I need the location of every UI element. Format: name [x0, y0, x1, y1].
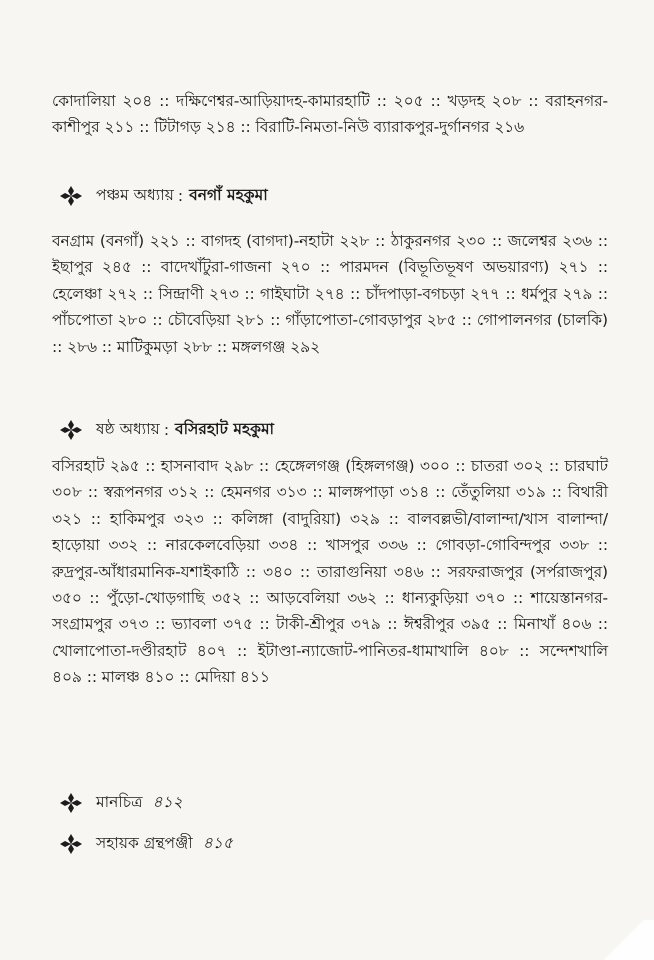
chapter6-body: বসিরহাট ২৯৫ :: হাসনাবাদ ২৯৮ :: হেঙ্গেলগঞ্জ (হিঙ্গলগঞ্জ) ৩০০ :: চাতরা ৩০২ :: চারঘাট ৩০৮ :: স্বরূপনগর ৩১২ :: হেমনগর ৩১৩ :: মালঙ্গপাড়া ৩১৪ :: তেঁতুলিয়া ৩১৯ :: বিথারী ৩২১ :: হাকিমপুর ৩২৩ :: কলিঙ্গা (বাদুরিয়া) ৩২৯ :: বালবল্লভী/বালান্দা/খাস বালান্দা/হাড়োয়া ৩৩২ :: নারকেলবেড়িয়া ৩৩৪ :: খাসপুর ৩৩৬ :: গোবড়া-গোবিন্দপুর ৩৩৮ :: রুদ্রপুর-আঁধারমানিক-যশাইকাঠি :: ৩৪০ :: তারাগুনিয়া ৩৪৬ :: সরফরাজপুর (সর্পরাজপুর) ৩৫০ :: পুঁড়ো-খোড়গাছি ৩৫২ :: আড়বেলিয়া ৩৬২ :: ধান্যকুড়িয়া ৩৭০ :: শায়েস্তানগর- সংগ্রামপুর ৩৭৩ :: ভ্যাবলা ৩৭৫ :: টাকী-শ্রীপুর ৩৭৯ :: ঈশ্বরীপুর ৩৯৫ :: মিনাখাঁ ৪০৬ :: খোলাপোতা-দণ্ডীরহাট ৪০৭ :: ইটাণ্ডা-ন্যাজোট-পানিতর-ধামাখালি ৪০৮ :: সন্দেশখালি ৪০৯ :: মালঞ্চ ৪১০ :: মেদিয়া ৪১১ [52, 457, 608, 687]
chapter5-title: বনগাঁ মহকুমা [189, 186, 268, 204]
ornament-bullet-icon [58, 833, 86, 855]
chapter5-label: পঞ্চম অধ্যায় [96, 186, 174, 204]
intro-paragraph: কোদালিয়া ২০৪ :: দক্ষিণেশ্বর-আড়িয়াদহ-কামারহাটি :: ২০৫ :: খড়দহ ২০৮ :: বরাহনগর-কাশীপুর ২১১ :: টিটাগড় ২১৪ :: বিরাটি-নিমতা-নিউ ব্যারাকপুর-দুর্গানগর ২১৬ [52, 92, 608, 137]
chapter6-title: বসিরহাট মহকুমা [175, 420, 275, 438]
maps-label: মানচিত্র [96, 793, 143, 811]
maps-page-number: ৪১২ [152, 793, 183, 811]
chapter6-label: ষষ্ঠ অধ্যায় [96, 420, 160, 438]
chapter5-body: বনগ্রাম (বনগাঁ) ২২১ :: বাগদহ (বাগদা)-নহাটা ২২৮ :: ঠাকুরনগর ২৩০ :: জলেশ্বর ২৩৬ :: ইছাপুর ২৪৫ :: বাদেখাঁটুরা-গাজনা ২৭০ :: পারমদন (বিভূতিভূষণ অভয়ারণ্য) ২৭১ :: হেলেঞ্চা ২৭২ :: সিন্দ্রাণী ২৭৩ :: গাইঘাটা ২৭৪ :: চাঁদপাড়া-বগচড়া ২৭৭ :: ধর্মপুর ২৭৯ :: পাঁচপোতা ২৮০ :: চৌবেড়িয়া ২৮১ :: গাঁড়াপোতা-গোবড়াপুর ২৮৫ :: গোপালনগর (চালকি) :: ২৮৬ :: মাটিকুমড়া ২৮৮ :: মঙ্গলগঞ্জ ২৯২ [52, 232, 608, 356]
maps-entry [58, 790, 183, 816]
bibliography-entry [58, 831, 233, 857]
chapter5-heading [58, 183, 268, 209]
ornament-bullet-icon [58, 185, 86, 207]
ornament-bullet-icon [58, 792, 86, 814]
chapter6-heading [58, 417, 274, 443]
page-corner-fold [594, 920, 654, 960]
bibliography-page-number: ৪১৫ [202, 834, 233, 852]
ornament-bullet-icon [58, 419, 86, 441]
chapter6-separator: : [163, 421, 170, 439]
chapter5-separator: : [177, 187, 184, 205]
bibliography-label: সহায়ক গ্রন্থপঞ্জী [96, 834, 193, 852]
